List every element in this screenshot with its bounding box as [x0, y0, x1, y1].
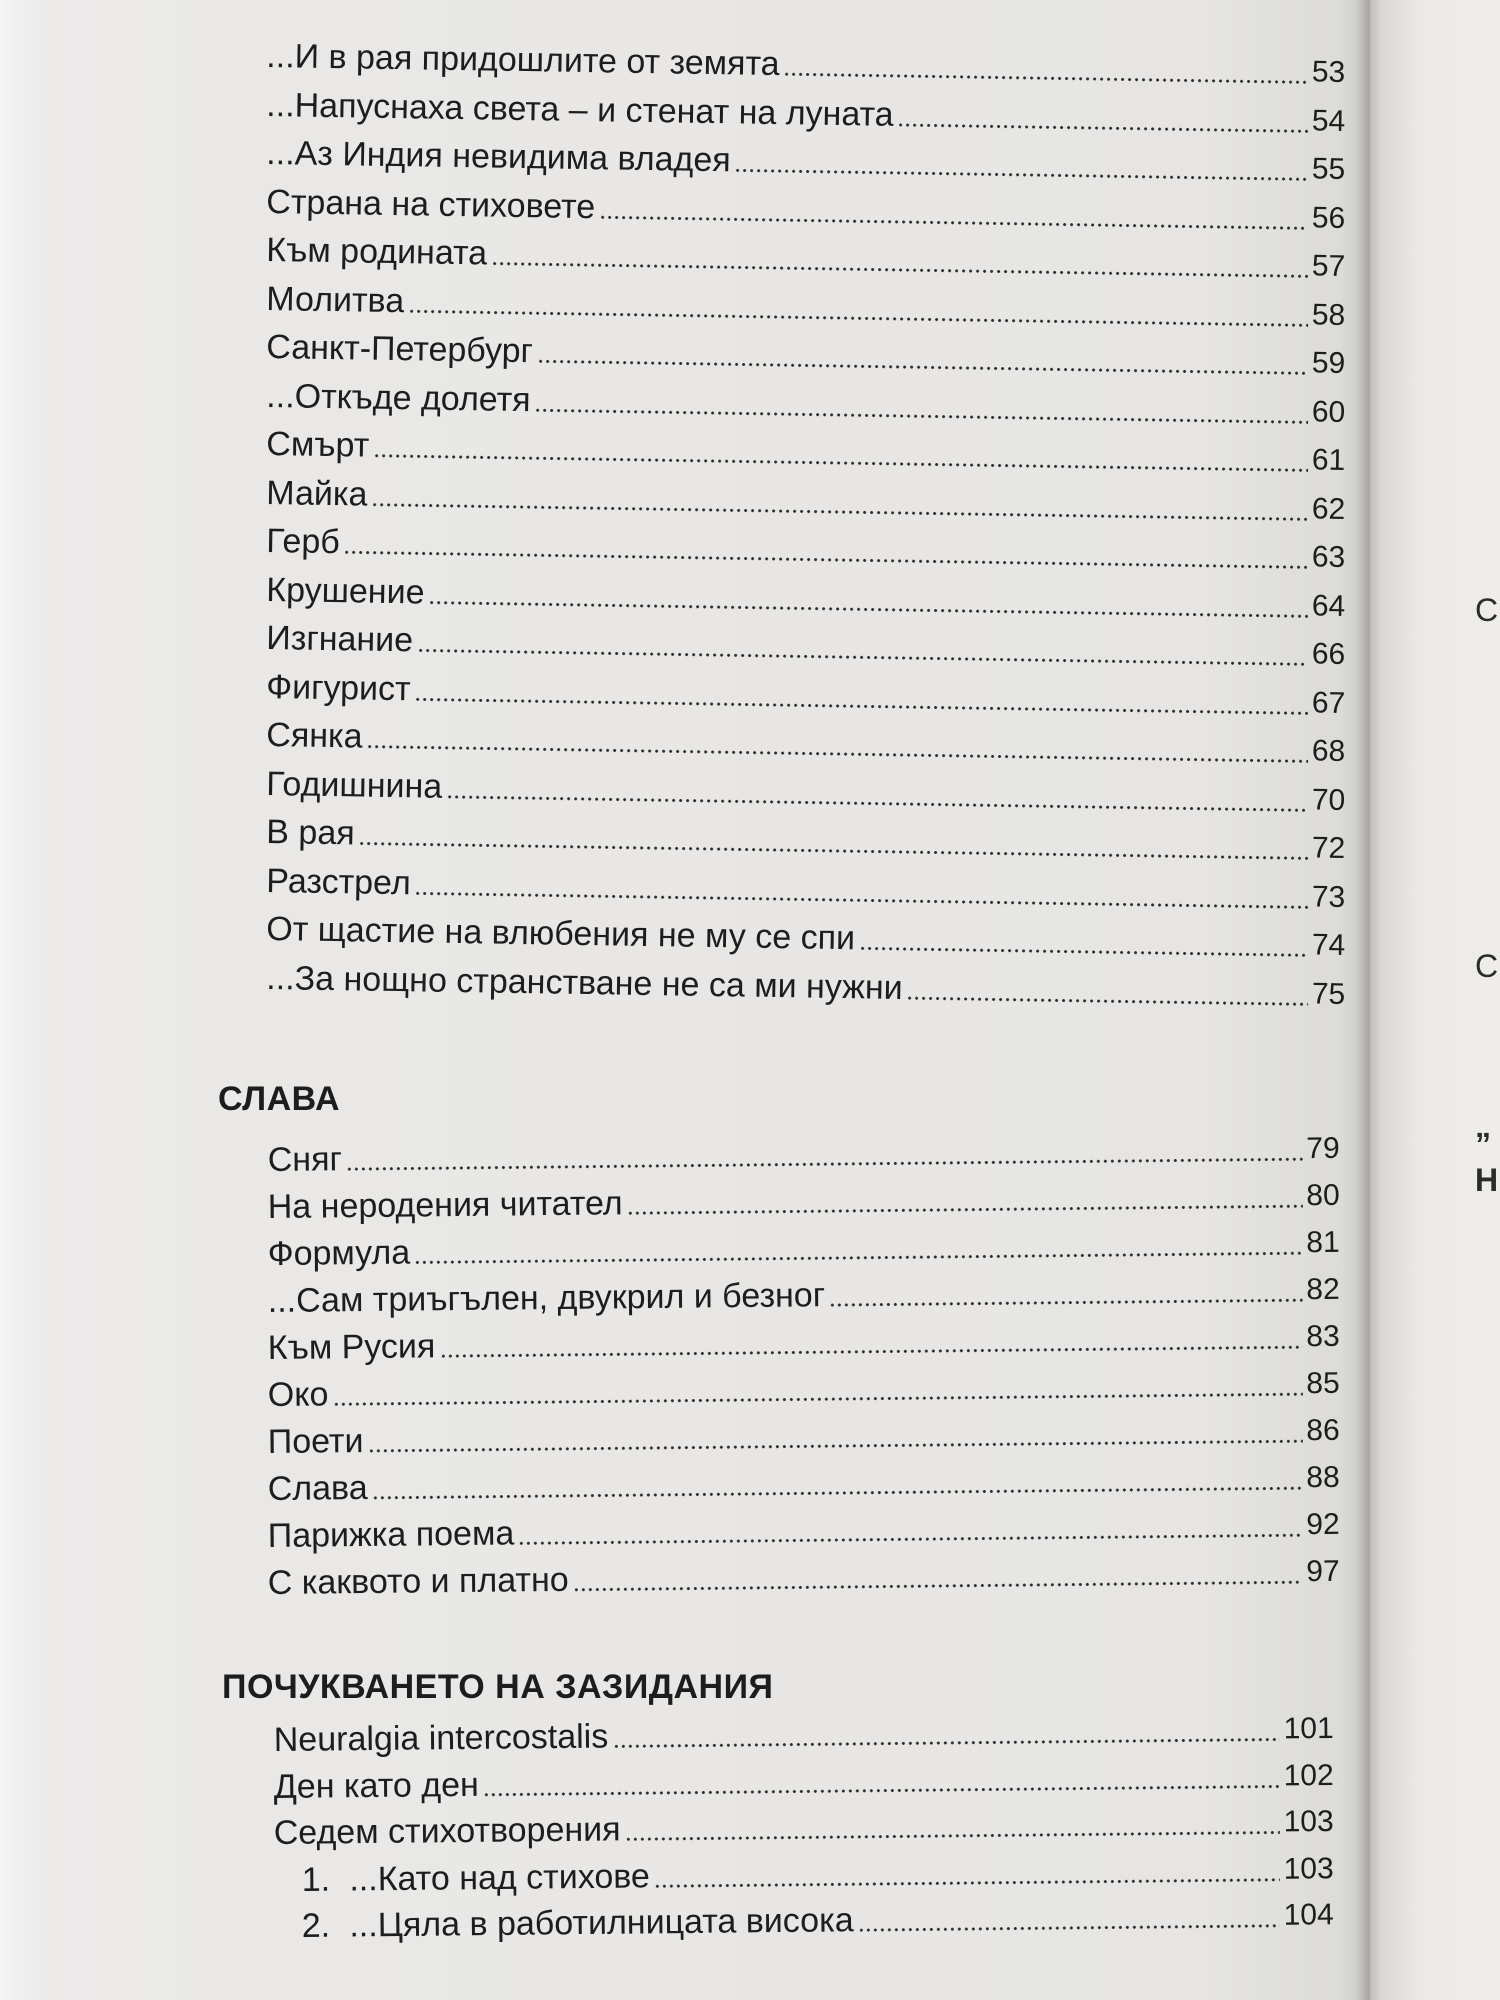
toc-entry-number: 2.	[301, 1906, 331, 1946]
dot-leader	[373, 454, 1308, 473]
dot-leader	[491, 262, 1308, 279]
toc-entry-title: В рая	[266, 813, 355, 853]
toc-entry-page: 85	[1306, 1366, 1340, 1401]
toc-entry-page: 81	[1306, 1225, 1340, 1260]
facing-page-fragment: С	[1475, 592, 1499, 628]
toc-entry-title	[302, 1898, 854, 1948]
dot-leader	[599, 215, 1308, 230]
toc-entry-title: Сняг	[267, 1140, 343, 1180]
toc-entry-page: 54	[1311, 103, 1346, 138]
dot-leader	[783, 72, 1307, 84]
dot-leader	[332, 1392, 1302, 1406]
toc-entry-title: ...Откъде долетя	[266, 376, 531, 419]
dot-leader	[534, 408, 1307, 424]
dot-leader	[372, 1486, 1303, 1500]
toc-entry-title: ...Аз Индия невидима владея	[266, 134, 732, 180]
toc-entry-title: Майка	[266, 473, 368, 514]
toc-entry-page: 53	[1311, 55, 1346, 89]
dot-leader	[446, 794, 1308, 812]
toc-entry-page: 74	[1311, 928, 1346, 962]
toc-entry-page: 60	[1311, 394, 1346, 429]
toc-entry-page: 66	[1311, 637, 1346, 671]
toc-entry-title: Герб	[266, 522, 341, 562]
dot-leader	[439, 1345, 1302, 1358]
toc-entry-title: Формула	[267, 1233, 411, 1274]
toc-entry-text: ...Цяла в работилницата висока	[349, 1901, 854, 1945]
toc-entry-title: Към Русия	[267, 1327, 436, 1368]
toc-entry-page: 57	[1311, 249, 1346, 283]
toc-entry-page: 63	[1311, 540, 1346, 574]
toc-entry-title: Парижка поема	[267, 1514, 515, 1556]
dot-leader	[627, 1204, 1303, 1215]
dot-leader	[428, 600, 1307, 618]
toc-entry-page: 75	[1311, 976, 1346, 1011]
dot-leader	[573, 1580, 1303, 1592]
toc-entry-title	[302, 1854, 651, 1902]
dot-leader	[625, 1830, 1280, 1841]
toc-entry-page: 59	[1311, 346, 1346, 380]
toc-entry-title: Годишнина	[266, 764, 443, 806]
dot-leader	[537, 359, 1308, 375]
toc-entry-page: 103	[1283, 1851, 1334, 1886]
toc-entry-title: Поети	[267, 1422, 364, 1462]
dot-leader	[414, 697, 1307, 715]
toc-entry-title: Ден като ден	[273, 1765, 479, 1806]
toc-entry-page: 88	[1306, 1460, 1340, 1495]
toc-entry-title: ...И в рая придошлите от земята	[266, 37, 780, 84]
toc-entry-page: 70	[1311, 782, 1346, 817]
toc-entry-page: 104	[1283, 1898, 1334, 1932]
dot-leader	[858, 1924, 1280, 1932]
dot-leader	[907, 996, 1308, 1006]
toc-entry-title: Молитва	[266, 279, 405, 320]
toc-entry-page: 61	[1311, 443, 1346, 477]
toc-entry-title: Санкт-Петербург	[266, 328, 534, 371]
dot-leader	[654, 1877, 1280, 1888]
toc-entry-title: Смърт	[266, 425, 370, 465]
toc-entry-page: 102	[1283, 1758, 1334, 1792]
toc-entry-page: 55	[1311, 152, 1346, 186]
toc-entry-title: Изгнание	[266, 619, 414, 660]
right-page	[1380, 0, 1500, 2000]
toc-entry-title: С каквото и платно	[267, 1560, 569, 1603]
toc-entry-page: 64	[1311, 588, 1346, 623]
toc-entry-page: 67	[1311, 685, 1346, 720]
toc-entry-page: 83	[1306, 1319, 1340, 1354]
dot-leader	[408, 309, 1308, 327]
toc-entry-title: Слава	[267, 1468, 368, 1509]
toc-entry-page: 82	[1306, 1272, 1340, 1307]
toc-entry-title: Око	[267, 1375, 329, 1415]
toc-entry-page: 80	[1306, 1178, 1340, 1213]
toc-entry-page: 92	[1306, 1507, 1340, 1542]
toc-entry-page: 73	[1311, 879, 1346, 914]
toc-entry-number: 1.	[301, 1860, 331, 1899]
toc-entry-page: 58	[1311, 297, 1346, 332]
toc-entry-title: Крушение	[266, 570, 425, 611]
toc-entry-title: Фигурист	[266, 667, 411, 708]
toc-entry-title: Страна на стиховете	[266, 182, 596, 226]
facing-page-fragment: Н	[1475, 1162, 1499, 1198]
dot-leader	[366, 745, 1307, 764]
toc-entry-title: Разстрел	[266, 861, 412, 902]
dot-leader	[735, 168, 1308, 181]
facing-page-fragment: С	[1475, 948, 1499, 984]
toc-entry-title: ...Напуснаха света – и стенат на луната	[266, 85, 894, 134]
toc-entry-title: ...Сам триъгълен, двукрил и безног	[267, 1276, 826, 1321]
toc-entry-page: 79	[1306, 1131, 1340, 1166]
toc-entry-page: 62	[1311, 491, 1346, 526]
dot-leader	[344, 550, 1308, 569]
toc-entry-title: На неродения читател	[267, 1184, 623, 1227]
dot-leader	[483, 1784, 1280, 1796]
toc-entry-text: ...Като над стихове	[349, 1856, 651, 1899]
section-heading-pochukvane: ПОЧУКВАНЕТО НА ЗАЗИДАНИЯ	[222, 1668, 774, 1706]
dot-leader	[414, 1251, 1302, 1264]
dot-leader	[371, 502, 1307, 521]
toc-entry-page: 97	[1306, 1554, 1340, 1589]
toc-entry-page: 56	[1311, 200, 1346, 235]
dot-leader	[368, 1439, 1303, 1453]
toc-entry-page: 101	[1283, 1711, 1334, 1746]
dot-leader	[518, 1533, 1302, 1545]
toc-entry-title: От щастие на влюбения не му се спи	[266, 910, 856, 958]
dot-leader	[859, 946, 1308, 957]
section-heading-slava: СЛАВА	[218, 1080, 341, 1118]
dot-leader	[417, 648, 1308, 666]
dot-leader	[897, 122, 1307, 132]
toc-entry-page: 68	[1311, 734, 1346, 768]
dot-leader	[612, 1737, 1279, 1748]
toc-entry-title: Сянка	[266, 716, 363, 756]
dot-leader	[346, 1157, 1302, 1171]
toc-entry-page: 103	[1283, 1804, 1334, 1839]
dot-leader	[415, 891, 1308, 909]
facing-page-fragment: „	[1475, 1108, 1491, 1144]
toc-entry-page: 72	[1311, 831, 1346, 865]
toc-entry-title: Седем стихотворения	[273, 1810, 621, 1853]
toc-entry-page: 86	[1306, 1413, 1340, 1448]
toc-entry-title: Neuralgia intercostalis	[273, 1717, 609, 1760]
dot-leader	[829, 1298, 1302, 1307]
toc-entry-title: Към родината	[266, 231, 488, 273]
toc-entry-title: ...За нощно странстване не са ми нужни	[266, 958, 904, 1007]
dot-leader	[359, 841, 1308, 860]
